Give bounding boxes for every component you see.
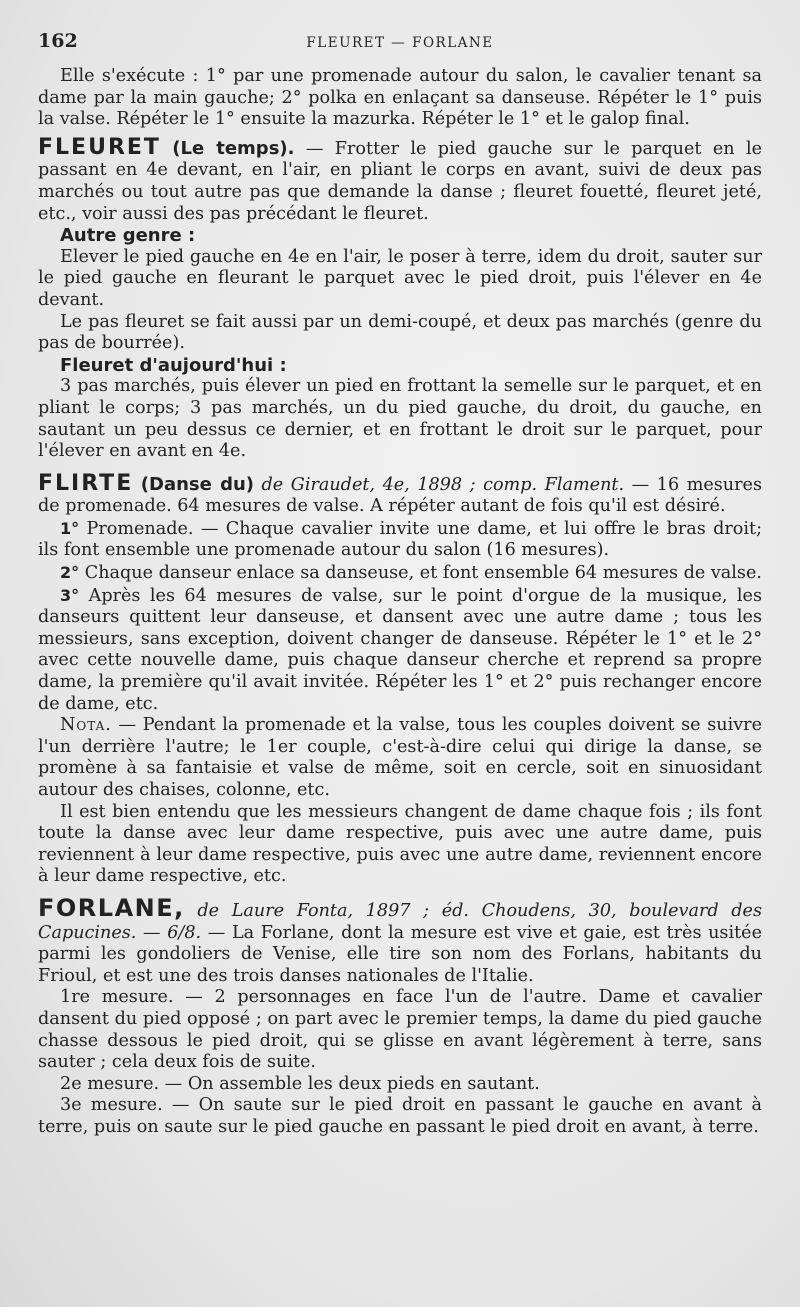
- paragraph-aujourdhui: 3 pas marchés, puis élever un pied en frottant la semelle sur le parquet, et en pliant le corps; 3 pas marchés, un du pied gauche, du droit, du gauche, en sautant un peu dessus ce dernier, et en frottant le droit sur le parquet, pour l'élever en avant en 4e.: [38, 376, 762, 462]
- forlane-mesure-3: 3e mesure. — On saute sur le pied droit en passant le gauche en avant à terre, puis on saute sur le pied gauche en passant le pied droit en avant, à terre.: [38, 1095, 762, 1137]
- entry-forlane: [38, 893, 762, 987]
- running-title: FLEURET — FORLANE: [306, 35, 494, 51]
- forlane-mesure-2: 2e mesure. — On assemble les deux pieds en sautant.: [60, 1073, 540, 1094]
- flirte-step-3: [38, 585, 762, 716]
- entry-title-forlane: FORLANE,: [38, 893, 185, 922]
- entry-text-forlane: — La Forlane, dont la mesure est vive et gaie, est très usitée parmi les gondoliers de Venise, elle tire son nom des Forlans, habitants du Frioul, et est une des trois danses nationales de l'Italie.: [38, 922, 762, 986]
- entry-text-flirte: — 16 mesures de promenade. 64 mesures de valse. A répéter autant de fois qu'il est désiré.: [38, 474, 762, 517]
- page-number: 162: [38, 30, 78, 52]
- step-text: Promenade. — Chaque cavalier invite une dame, et lui offre le bras droit; ils font ensemble une promenade autour du salon (16 mesures).: [38, 518, 762, 561]
- step-number: 2°: [60, 563, 80, 583]
- forlane-mesure-1: 1re mesure. — 2 personnages en face l'un de l'autre. Dame et cavalier dansent du pied opposé ; on part avec le premier temps, la dame du pied gauche chasse dessous le pied droit, qui se glisse en avant légèrement à terre, sans sauter ; cela deux fois de suite.: [38, 987, 762, 1073]
- nota-label: Nota.: [60, 715, 112, 736]
- paragraph-pas-fleuret: Le pas fleuret se fait aussi par un demi-coupé, et deux pas marchés (genre du pas de bourrée).: [38, 311, 762, 354]
- entry-source-flirte: de Giraudet, 4e, 1898 ; comp. Flament.: [254, 474, 625, 495]
- entry-text-fleuret: — Frotter le pied gauche sur le parquet en le passant en 4e devant, en l'air, en pliant le corps en avant, suivi de deux pas marchés ou tout autre pas que demande la danse ; fleuret fouetté, fleuret jeté, etc., voir aussi des pas précédant le fleuret.: [38, 138, 763, 224]
- paragraph-nota: [38, 715, 762, 801]
- step-text: Après les 64 mesures de valse, sur le point d'orgue de la musique, les danseurs quittent leur danseuse, et dansent avec une autre dame ; tous les messieurs, sans exception, doivent changer de danseuse. Répéter le 1° et le 2° avec cette nouvelle dame, puis chaque danseur cherche et reprend sa propre dame, la première qu'il avait invitée. Répéter les 1° et 2° puis rechanger encore de dame, etc.: [38, 585, 762, 714]
- entry-source-forlane: de Laure Fonta, 1897 ; éd. Choudens, 30, boulevard des Capucines. — 6/8.: [38, 900, 762, 943]
- page-header: [38, 30, 762, 54]
- paragraph-entendu: Il est bien entendu que les messieurs changent de dame chaque fois ; ils font toute la danse avec leur dame respective, puis avec une autre dame, puis reviennent à leur dame respective, puis avec une autre dame, reviennent encore à leur dame respective, etc.: [38, 801, 762, 887]
- entry-title-fleuret: FLEURET: [38, 134, 161, 160]
- subheading-aujourdhui: Fleuret d'aujourd'hui :: [60, 354, 287, 376]
- flirte-step-2: [38, 562, 762, 585]
- paragraph-autre-genre: Elever le pied gauche en 4e en l'air, le poser à terre, idem du droit, sauter sur le pied gauche en fleurant le parquet avec le pied droit, puis l'élever en 4e devant.: [38, 246, 762, 310]
- entry-fleuret: [38, 134, 763, 225]
- paragraph-intro: Elle s'exécute : 1° par une promenade autour du salon, le cavalier tenant sa dame par la main gauche; 2° polka en enlaçant sa danseuse. Répéter le 1° puis la valse. Répéter le 1° ensuite la mazurka. Répéter le 1° et le galop final.: [38, 66, 762, 130]
- step-text: Chaque danseur enlace sa danseuse, et font ensemble 64 mesures de valse.: [79, 563, 762, 584]
- flirte-step-1: [38, 518, 762, 562]
- entry-flirte: [38, 470, 762, 518]
- entry-subtitle-flirte: (Danse du): [140, 473, 254, 495]
- step-number: 1°: [60, 518, 80, 538]
- step-number: 3°: [60, 585, 80, 605]
- entry-subtitle-fleuret: (Le temps).: [172, 137, 295, 159]
- page-body: [38, 66, 762, 1139]
- subheading-autre-genre: Autre genre :: [60, 225, 196, 247]
- nota-text: — Pendant la promenade et la valse, tous les couples doivent se suivre l'un derrière l'autre; le 1er couple, c'est-à-dire celui qui dirige la danse, se promène à sa fantaisie et valse de même, soit en cercle, soit en sinuosidant autour des chaises, colonne, etc.: [38, 715, 762, 800]
- entry-title-flirte: FLIRTE: [38, 470, 134, 496]
